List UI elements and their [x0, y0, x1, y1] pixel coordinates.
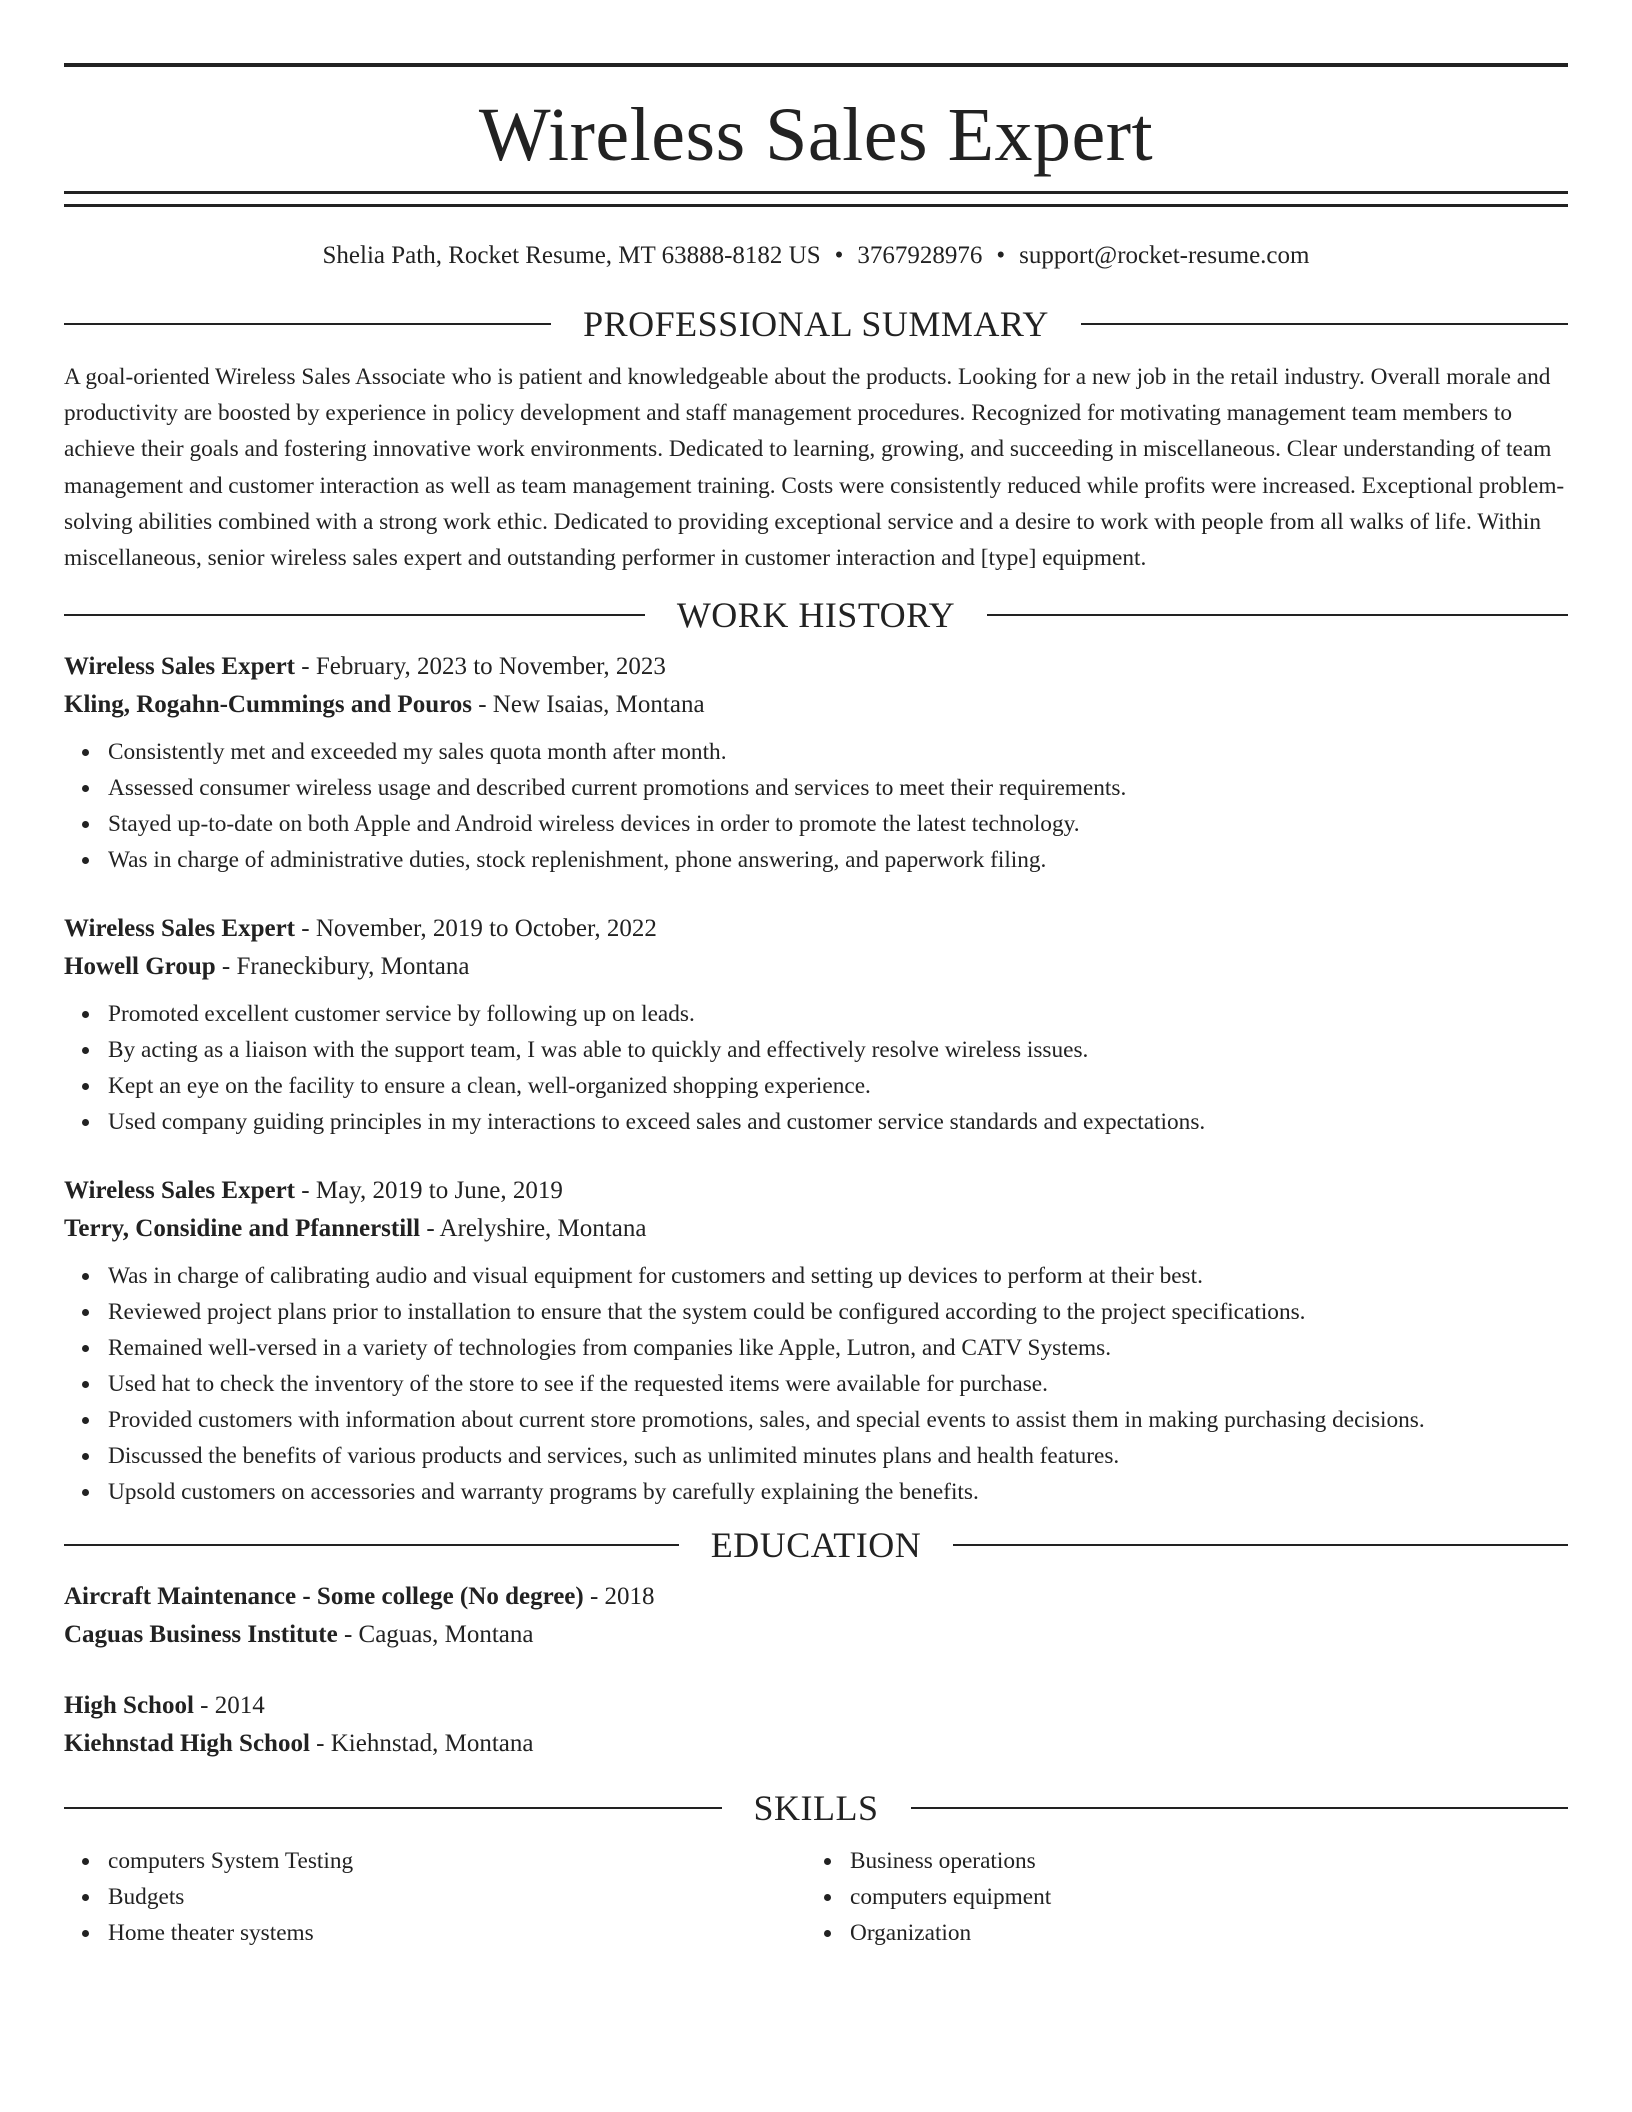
section-rule [911, 1807, 1569, 1809]
job-title: Wireless Sales Expert [64, 915, 296, 943]
section-rule [987, 614, 1568, 616]
education-school: Caguas Business Institute [64, 1621, 338, 1649]
section-header-work [64, 590, 1568, 640]
job-bullet: Upsold customers on accessories and warranty programs by carefully explaining the benefits. [64, 1474, 1568, 1510]
section-title: SKILLS [753, 1788, 879, 1829]
job-bullets [64, 734, 1568, 878]
job-company-line [64, 1210, 1568, 1248]
top-rule [64, 63, 1568, 67]
education-year: - 2014 [193, 1692, 265, 1720]
job-dates: - November, 2019 to October, 2022 [295, 915, 657, 943]
education-degree-line [64, 1578, 1568, 1616]
section-header-education [64, 1520, 1568, 1570]
education-degree-line [64, 1687, 1568, 1725]
section-rule [64, 1544, 679, 1546]
skills-column-right [806, 1843, 1548, 1951]
section-rule [64, 1807, 722, 1809]
job-bullet: Used hat to check the inventory of the store to see if the requested items were available for purchase. [64, 1366, 1568, 1402]
skills-grid [64, 1843, 1568, 1951]
section-header-summary [64, 299, 1568, 349]
section-rule [64, 614, 645, 616]
job-entry [64, 910, 1568, 1140]
resume-name: Wireless Sales Expert [478, 93, 1154, 177]
job-bullets [64, 1258, 1568, 1510]
job-location: - New Isaias, Montana [471, 691, 705, 719]
job-bullet: Consistently met and exceeded my sales quota month after month. [64, 734, 1568, 770]
section-title: WORK HISTORY [676, 595, 956, 636]
summary-text: A goal-oriented Wireless Sales Associate who is patient and knowledgeable about the products. Looking for a new job in the retail industry. Overall morale and productivity are boosted by experience in policy development and staff management procedures. Recognized for motivating management team members to achieve their goals and fostering innovative work environments. Dedicated to learning, growing, and succeeding in miscellaneous. Clear understanding of team management and customer interaction as well as team management training. Costs were consistently reduced while profits were increased. Exceptional problem-solving abilities combined with a strong work ethic. Dedicated to providing exceptional service and a desire to work with people from all walks of life. Within miscellaneous, senior wireless sales expert and outstanding performer in customer interaction and [type] equipment. [64, 364, 1565, 572]
job-company: Howell Group [64, 953, 216, 981]
job-bullet: Used company guiding principles in my interactions to exceed sales and customer service standards and expectations. [64, 1104, 1568, 1140]
job-bullet: Was in charge of calibrating audio and visual equipment for customers and setting up devices to perform at their best. [64, 1258, 1568, 1294]
job-entry [64, 1172, 1568, 1510]
education-school-line [64, 1725, 1568, 1763]
skill-item: Organization [806, 1915, 1548, 1951]
education-location: - Kiehnstad, Montana [309, 1730, 534, 1758]
job-bullet: Assessed consumer wireless usage and described current promotions and services to meet their requirements. [64, 770, 1568, 806]
education-year: - 2018 [583, 1583, 655, 1611]
double-rule [64, 191, 1568, 207]
skill-item: Budgets [64, 1879, 806, 1915]
job-location: - Arelyshire, Montana [420, 1215, 647, 1243]
education-degree: High School [64, 1692, 194, 1720]
job-bullet: Discussed the benefits of various products and services, such as unlimited minutes plans and health features. [64, 1438, 1568, 1474]
job-bullet: Remained well-versed in a variety of technologies from companies like Apple, Lutron, and CATV Systems. [64, 1330, 1568, 1366]
job-title-line [64, 910, 1568, 948]
section-rule [953, 1544, 1568, 1546]
job-title: Wireless Sales Expert [64, 653, 296, 681]
section-header-skills [64, 1783, 1568, 1833]
job-company-line [64, 948, 1568, 986]
education-entry [64, 1578, 1568, 1654]
resume-page [64, 0, 1568, 1951]
contact-phone: 3767928976 [857, 242, 983, 269]
education-entry [64, 1687, 1568, 1763]
job-bullet: Reviewed project plans prior to installation to ensure that the system could be configured according to the project specifications. [64, 1294, 1568, 1330]
education-school: Kiehnstad High School [64, 1730, 310, 1758]
contact-address: Shelia Path, Rocket Resume, MT 63888-8182 US [322, 242, 821, 269]
education-degree: Aircraft Maintenance - Some college (No degree) [64, 1583, 584, 1611]
contact-separator: • [834, 242, 844, 269]
job-dates: - February, 2023 to November, 2023 [295, 653, 666, 681]
job-company: Terry, Considine and Pfannerstill [64, 1215, 421, 1243]
job-bullets [64, 996, 1568, 1140]
job-bullet: Provided customers with information about current store promotions, sales, and special events to assist them in making purchasing decisions. [64, 1402, 1568, 1438]
contact-email: support@rocket-resume.com [1019, 242, 1310, 269]
skill-item: Home theater systems [64, 1915, 806, 1951]
job-dates: - May, 2019 to June, 2019 [295, 1177, 563, 1205]
section-title: EDUCATION [710, 1525, 922, 1566]
section-title: PROFESSIONAL SUMMARY [583, 304, 1049, 344]
job-bullet: Was in charge of administrative duties, stock replenishment, phone answering, and paperwork filing. [64, 842, 1568, 878]
education-location: - Caguas, Montana [337, 1621, 534, 1649]
job-entry [64, 648, 1568, 878]
job-company-line [64, 686, 1568, 724]
job-bullet: Stayed up-to-date on both Apple and Android wireless devices in order to promote the latest technology. [64, 806, 1568, 842]
contact-separator: • [996, 242, 1006, 269]
section-rule [64, 323, 551, 325]
job-bullet: By acting as a liaison with the support team, I was able to quickly and effectively resolve wireless issues. [64, 1032, 1568, 1068]
skill-item: computers equipment [806, 1879, 1548, 1915]
job-title-line [64, 648, 1568, 686]
contact-line [64, 239, 1568, 273]
job-location: - Franeckibury, Montana [215, 953, 470, 981]
job-title-line [64, 1172, 1568, 1210]
job-company: Kling, Rogahn-Cummings and Pouros [64, 691, 472, 719]
education-school-line [64, 1616, 1568, 1654]
job-title: Wireless Sales Expert [64, 1177, 296, 1205]
section-rule [1081, 323, 1568, 325]
job-bullet: Kept an eye on the facility to ensure a clean, well-organized shopping experience. [64, 1068, 1568, 1104]
skills-column-left [64, 1843, 806, 1951]
skill-item: computers System Testing [64, 1843, 806, 1879]
skill-item: Business operations [806, 1843, 1548, 1879]
job-bullet: Promoted excellent customer service by following up on leads. [64, 996, 1568, 1032]
